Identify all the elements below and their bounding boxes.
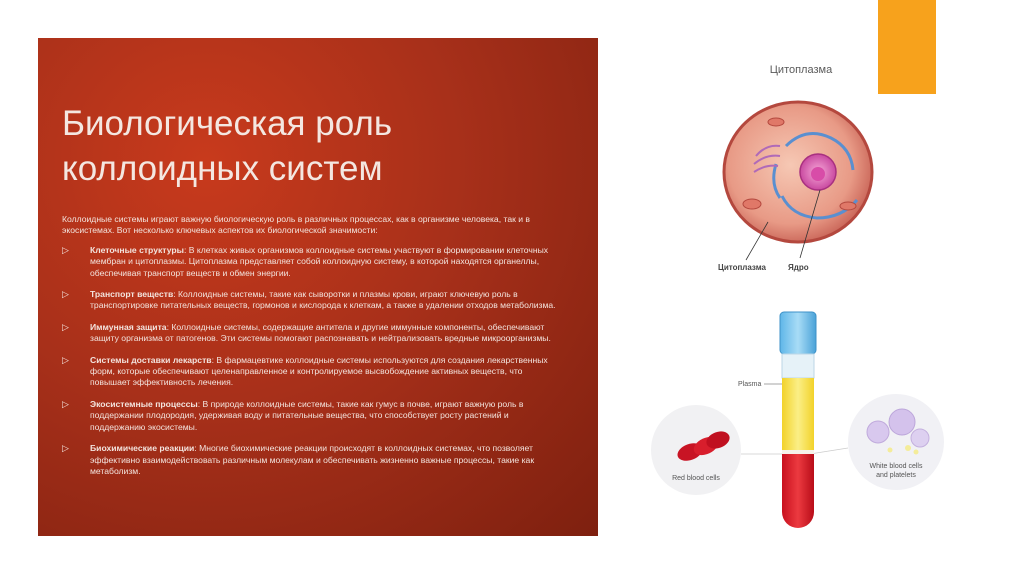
item-text: : Коллоидные системы, содержащие антитела и другие иммунные компоненты, обеспечивают защиту организма от патогенов. Эти системы помогают распознавать и нейтрализовать вредные микроорганизмы. [90, 321, 551, 344]
item-term: Биохимические реакции [90, 443, 195, 454]
label-plasma: Plasma [738, 381, 762, 388]
label-nucleus: Ядро [788, 263, 809, 272]
cell-illustration [716, 86, 881, 281]
nucleolus [811, 167, 825, 181]
label-white-blood-cells-2: and platelets [876, 472, 916, 479]
label-cytoplasm: Цитоплазма [718, 263, 766, 272]
white-blood-cell [889, 409, 915, 435]
platelet [888, 448, 893, 453]
bullet-arrow-icon: ▷ [62, 321, 69, 332]
item-term: Иммунная защита [90, 321, 167, 332]
blood-tube-illustration [646, 302, 952, 532]
item-text: : Коллоидные системы, такие как сыворотки и плазмы крови, играют ключевую роль в транспортировке питательных веществ, гормонов и кислорода к клеткам, а также в удалении отходов метаболизма. [90, 289, 556, 311]
item-term: Клеточные структуры [90, 244, 184, 255]
cell-membrane [724, 102, 872, 242]
label-white-blood-cells-1: White blood cells [869, 463, 923, 470]
list-item [62, 355, 562, 389]
label-red-blood-cells: Red blood cells [672, 475, 720, 482]
slide-body [62, 214, 562, 487]
connector-right [810, 448, 848, 454]
bullet-arrow-icon: ▷ [62, 354, 69, 365]
list-item [62, 322, 562, 345]
list-item [62, 289, 562, 312]
tube-neck [782, 354, 814, 378]
white-blood-cell [911, 429, 929, 447]
slide-title-line-1: Биологическая роль [62, 104, 393, 144]
accent-bar [878, 0, 936, 94]
tube-plasma-layer [782, 378, 814, 450]
mitochondrion [743, 199, 761, 209]
list-item [62, 245, 562, 279]
item-text: : В природе коллоидные системы, такие как гумус в почве, играют важную роль в поддержании плодородия, удерживая воду и питательные вещества, что способствует росту растений и поддержанию экосистемы. [90, 398, 524, 432]
item-term: Системы доставки лекарств [90, 354, 212, 365]
list-item [62, 399, 562, 433]
tube-cap [780, 312, 816, 354]
item-term: Экосистемные процессы [90, 398, 198, 409]
slide-title [62, 101, 582, 191]
bullet-arrow-icon: ▷ [62, 289, 69, 300]
white-blood-cell [867, 421, 889, 443]
tube-buffy-layer [782, 450, 814, 454]
mitochondrion [840, 202, 856, 210]
item-text: : В фармацевтике коллоидные системы используются для создания лекарственных форм, которые обеспечивают целенаправленное и контролируемое высвобождение активных веществ, что повышает эффективность лечения. [90, 354, 548, 388]
item-text: : Многие биохимические реакции происходят в коллоидных системах, что позволяет эффективно взаимодействовать различным молекулам и обеспечивать жизненно важные процессы, такие как метаболизм. [90, 443, 535, 476]
platelet [914, 450, 919, 455]
platelet [905, 445, 911, 451]
cell-figure-title-text: Цитоплазма [769, 64, 833, 76]
aspects-list [62, 245, 562, 478]
bullet-arrow-icon: ▷ [62, 443, 69, 454]
slide-title-line-2: коллоидных систем [62, 149, 383, 189]
intro-paragraph: Коллоидные системы играют важную биологическую роль в различных процессах, как в организме человека, так и в экосистемах. Вот несколько ключевых аспектов их биологической значимости: [62, 214, 530, 236]
mitochondrion [768, 118, 784, 126]
list-item [62, 443, 562, 477]
item-term: Транспорт веществ [90, 289, 174, 300]
item-text: : В клетках живых организмов коллоидные системы участвуют в формировании клеточных мембран и цитоплазмы. Цитоплазма представляет собой коллоидную систему, в которой находятся органеллы, обеспечивая транспорт веществ и обмен энергии. [90, 244, 549, 278]
bullet-arrow-icon: ▷ [62, 398, 69, 409]
tube-red-layer [782, 454, 814, 528]
bullet-arrow-icon: ▷ [62, 244, 69, 255]
